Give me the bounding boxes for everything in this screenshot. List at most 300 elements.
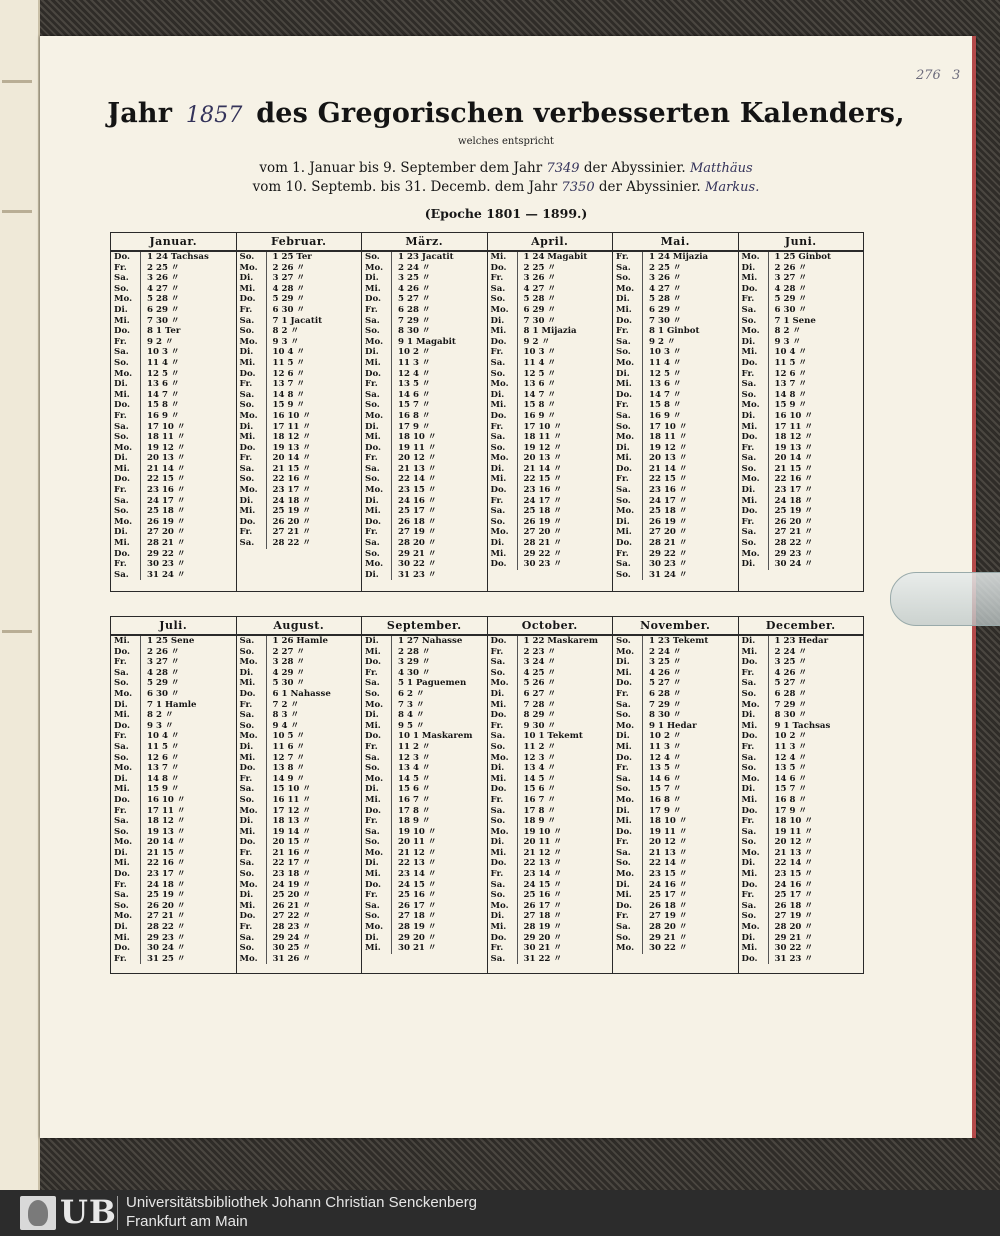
- day-numbers: 10 5 〃: [272, 731, 306, 742]
- month-name: Juli.: [111, 617, 236, 636]
- weekday: So.: [111, 358, 141, 369]
- day-row: [488, 263, 613, 274]
- day-row: [613, 806, 738, 817]
- day-numbers: 15 9 〃: [774, 400, 808, 411]
- day-numbers: 26 19 〃: [523, 516, 562, 527]
- day-row: [739, 358, 864, 369]
- day-numbers: 5 1 Paguemen: [398, 678, 467, 689]
- weekday: Mi.: [488, 326, 518, 337]
- day-numbers: 9 2 〃: [147, 336, 174, 347]
- day-row: [739, 721, 864, 732]
- day-row: [237, 742, 362, 753]
- weekday: Mi.: [488, 400, 518, 411]
- day-numbers: 8 2 〃: [774, 326, 802, 337]
- weekday: Sa.: [613, 700, 643, 711]
- day-row: [613, 700, 738, 711]
- weekday: Do.: [613, 316, 643, 327]
- day-row: [488, 527, 613, 538]
- left-page-fragment: [2, 210, 32, 213]
- day-row: [362, 880, 487, 891]
- day-row: [362, 316, 487, 327]
- day-numbers: 20 12 〃: [398, 453, 437, 464]
- day-numbers: 17 10 〃: [649, 421, 688, 432]
- day-numbers: 4 30 〃: [398, 667, 431, 678]
- day-numbers: 23 14 〃: [398, 869, 437, 880]
- day-numbers: 3 29 〃: [398, 657, 431, 668]
- weekday: So.: [488, 890, 518, 901]
- day-numbers: 11 6 〃: [272, 741, 306, 752]
- month-column: [237, 617, 363, 973]
- day-row: [739, 668, 864, 679]
- day-row: [739, 443, 864, 454]
- weekday: Di.: [237, 273, 267, 284]
- day-numbers: 24 16 〃: [774, 879, 813, 890]
- day-row: [613, 710, 738, 721]
- day-numbers: 2 26 〃: [272, 262, 306, 273]
- day-numbers: 3 27 〃: [774, 273, 808, 284]
- weekday: Fr.: [362, 527, 392, 538]
- month-column: [237, 233, 363, 591]
- day-row: [739, 816, 864, 827]
- weekday: Mo.: [111, 763, 141, 774]
- weekday: Sa.: [111, 347, 141, 358]
- day-row: [613, 294, 738, 305]
- day-numbers: 14 5 〃: [398, 773, 431, 784]
- day-numbers: 16 10 〃: [774, 410, 813, 421]
- weekday: Mo.: [362, 700, 392, 711]
- day-numbers: 11 5 〃: [147, 741, 180, 752]
- day-numbers: 5 27 〃: [774, 678, 808, 689]
- day-row: [111, 400, 236, 411]
- day-numbers: 18 11 〃: [649, 432, 688, 443]
- day-numbers: 14 8 〃: [272, 389, 306, 400]
- day-numbers: 11 4 〃: [523, 357, 557, 368]
- weekday: Mi.: [362, 721, 392, 732]
- weekday: Di.: [111, 305, 141, 316]
- weekday: Mo.: [739, 549, 769, 560]
- weekday: Fr.: [111, 806, 141, 817]
- weekday: Do.: [488, 858, 518, 869]
- day-row: [488, 464, 613, 475]
- day-row: [739, 369, 864, 380]
- day-row: [613, 763, 738, 774]
- weekday: Fr.: [613, 763, 643, 774]
- day-row: [362, 432, 487, 443]
- weekday: Mo.: [739, 848, 769, 859]
- day-row: [111, 549, 236, 560]
- day-row: [488, 742, 613, 753]
- weekday: Fr.: [362, 742, 392, 753]
- weekday: Fr.: [488, 943, 518, 954]
- day-numbers: 25 16 〃: [398, 890, 437, 901]
- day-numbers: 10 2 〃: [774, 731, 808, 742]
- weekday: So.: [739, 911, 769, 922]
- day-numbers: 16 7 〃: [523, 794, 557, 805]
- weekday: Di.: [739, 858, 769, 869]
- day-numbers: 1 25 Ginbot: [774, 252, 831, 262]
- day-row: [488, 922, 613, 933]
- day-numbers: 8 1 Mijazia: [523, 326, 577, 337]
- weekday: Do.: [488, 559, 518, 570]
- day-row: [488, 827, 613, 838]
- weekday: Di.: [362, 496, 392, 507]
- weekday: Mo.: [488, 305, 518, 316]
- weekday: So.: [111, 901, 141, 912]
- weekday: Mo.: [237, 411, 267, 422]
- weekday: Fr.: [111, 954, 141, 965]
- day-row: [613, 316, 738, 327]
- day-numbers: 23 16 〃: [147, 485, 186, 496]
- weekday: Do.: [111, 647, 141, 658]
- calendar-page: [40, 36, 976, 1138]
- line1-handwritten-name: Matthäus: [689, 161, 753, 176]
- weekday: Sa.: [111, 496, 141, 507]
- day-numbers: 29 22 〃: [147, 548, 186, 559]
- weekday: Fr.: [237, 848, 267, 859]
- day-row: [488, 411, 613, 422]
- day-row: [237, 273, 362, 284]
- day-row: [739, 337, 864, 348]
- day-numbers: 1 25 Ter: [272, 252, 312, 262]
- weekday: Di.: [739, 933, 769, 944]
- day-row: [111, 943, 236, 954]
- weekday: So.: [739, 763, 769, 774]
- day-row: [111, 432, 236, 443]
- day-numbers: 28 22 〃: [147, 922, 186, 933]
- weekday: Fr.: [613, 400, 643, 411]
- day-row: [237, 954, 362, 965]
- weekday: Di.: [237, 347, 267, 358]
- day-row: [111, 326, 236, 337]
- day-numbers: 13 5 〃: [649, 763, 682, 774]
- weekday: Sa.: [613, 337, 643, 348]
- day-row: [362, 294, 487, 305]
- day-numbers: 24 17 〃: [649, 495, 688, 506]
- day-numbers: 30 23 〃: [147, 559, 186, 570]
- day-row: [111, 263, 236, 274]
- day-row: [362, 400, 487, 411]
- weekday: Di.: [362, 273, 392, 284]
- day-numbers: 17 11 〃: [147, 805, 186, 816]
- day-row: [739, 700, 864, 711]
- day-numbers: 4 26 〃: [774, 667, 808, 678]
- day-numbers: 30 22 〃: [774, 943, 813, 954]
- weekday: So.: [488, 369, 518, 380]
- day-row: [362, 326, 487, 337]
- weekday: Sa.: [739, 305, 769, 316]
- day-numbers: 18 10 〃: [774, 816, 813, 827]
- day-numbers: 21 15 〃: [774, 463, 813, 474]
- weekday: Mo.: [613, 284, 643, 295]
- weekday: Di.: [613, 443, 643, 454]
- weekday: Do.: [488, 710, 518, 721]
- day-numbers: 11 5 〃: [774, 357, 808, 368]
- day-numbers: 6 1 Nahasse: [272, 688, 331, 699]
- weekday: Do.: [362, 806, 392, 817]
- day-numbers: 12 6 〃: [774, 368, 808, 379]
- day-row: [362, 411, 487, 422]
- day-row: [362, 273, 487, 284]
- day-row: [237, 657, 362, 668]
- day-row: [362, 284, 487, 295]
- weekday: Sa.: [237, 464, 267, 475]
- weekday: So.: [237, 252, 267, 263]
- day-numbers: 2 24 〃: [398, 262, 431, 273]
- day-numbers: 3 26 〃: [147, 273, 180, 284]
- day-row: [362, 827, 487, 838]
- weekday: Di.: [111, 774, 141, 785]
- day-row: [362, 816, 487, 827]
- day-numbers: 13 7 〃: [147, 763, 180, 774]
- day-row: [237, 347, 362, 358]
- day-numbers: 30 23 〃: [523, 559, 562, 570]
- weekday: So.: [237, 943, 267, 954]
- weekday: Sa.: [488, 657, 518, 668]
- weekday: Di.: [488, 538, 518, 549]
- day-row: [237, 538, 362, 549]
- day-numbers: 6 2 〃: [398, 688, 425, 699]
- day-numbers: 9 4 〃: [272, 720, 300, 731]
- day-row: [237, 337, 362, 348]
- day-numbers: 16 10 〃: [147, 794, 186, 805]
- weekday: Mi.: [111, 390, 141, 401]
- day-numbers: 5 29 〃: [774, 294, 808, 305]
- day-numbers: 16 8 〃: [398, 410, 431, 421]
- day-row: [237, 369, 362, 380]
- day-row: [362, 837, 487, 848]
- day-numbers: 30 21 〃: [398, 943, 437, 954]
- weekday: So.: [111, 753, 141, 764]
- line2-handwritten-name: Markus.: [705, 180, 760, 195]
- day-row: [237, 400, 362, 411]
- weekday: Di.: [488, 316, 518, 327]
- day-numbers: 11 4 〃: [147, 357, 180, 368]
- day-numbers: 30 25 〃: [272, 943, 311, 954]
- weekday: Sa.: [237, 933, 267, 944]
- day-row: [237, 517, 362, 528]
- weekday: Fr.: [111, 657, 141, 668]
- weekday: Do.: [237, 369, 267, 380]
- weekday: Do.: [613, 678, 643, 689]
- day-numbers: 27 22 〃: [272, 911, 311, 922]
- weekday: Do.: [362, 294, 392, 305]
- day-row: [111, 496, 236, 507]
- weekday: So.: [237, 400, 267, 411]
- day-numbers: 14 7 〃: [649, 389, 682, 400]
- weekday: Di.: [613, 657, 643, 668]
- day-numbers: 2 25 〃: [649, 262, 682, 273]
- weekday: Mo.: [362, 922, 392, 933]
- weekday: Mo.: [237, 657, 267, 668]
- day-row: [362, 422, 487, 433]
- weekday: Do.: [739, 284, 769, 295]
- day-numbers: 13 5 〃: [774, 763, 808, 774]
- weekday: Do.: [237, 689, 267, 700]
- day-numbers: 12 7 〃: [272, 752, 306, 763]
- weekday: So.: [488, 443, 518, 454]
- day-numbers: 15 7 〃: [649, 784, 682, 795]
- day-numbers: 21 15 〃: [272, 463, 311, 474]
- day-numbers: 25 17 〃: [398, 506, 437, 517]
- weekday: Do.: [237, 837, 267, 848]
- day-row: [739, 294, 864, 305]
- day-row: [613, 337, 738, 348]
- day-numbers: 20 12 〃: [774, 837, 813, 848]
- weekday: Mi.: [237, 358, 267, 369]
- day-row: [613, 731, 738, 742]
- day-row: [488, 422, 613, 433]
- weekday: Mi.: [613, 742, 643, 753]
- day-numbers: 21 16 〃: [272, 847, 311, 858]
- month-name: April.: [488, 233, 613, 252]
- weekday: Mi.: [739, 721, 769, 732]
- weekday: So.: [613, 710, 643, 721]
- day-numbers: 25 17 〃: [774, 890, 813, 901]
- weekday: Sa.: [362, 538, 392, 549]
- day-row: [362, 657, 487, 668]
- day-numbers: 22 13 〃: [398, 858, 437, 869]
- weekday: Di.: [237, 890, 267, 901]
- day-row: [488, 901, 613, 912]
- weekday: Do.: [613, 390, 643, 401]
- weekday: Do.: [111, 549, 141, 560]
- day-row: [739, 890, 864, 901]
- weekday: Mi.: [613, 668, 643, 679]
- day-row: [237, 880, 362, 891]
- day-row: [237, 453, 362, 464]
- day-row: [739, 647, 864, 658]
- weekday: Sa.: [739, 527, 769, 538]
- day-row: [739, 858, 864, 869]
- day-numbers: 8 2 〃: [272, 326, 300, 337]
- weekday: Mi.: [488, 700, 518, 711]
- day-numbers: 17 8 〃: [398, 805, 431, 816]
- weekday: So.: [362, 400, 392, 411]
- weekday: Mo.: [739, 474, 769, 485]
- day-row: [111, 464, 236, 475]
- day-numbers: 8 2 〃: [147, 710, 174, 721]
- day-numbers: 24 16 〃: [649, 879, 688, 890]
- weekday: Fr.: [237, 305, 267, 316]
- day-numbers: 4 28 〃: [272, 283, 306, 294]
- day-row: [111, 880, 236, 891]
- day-row: [488, 517, 613, 528]
- weekday: Sa.: [488, 506, 518, 517]
- day-row: [613, 922, 738, 933]
- weekday: Di.: [111, 848, 141, 859]
- day-row: [488, 710, 613, 721]
- day-row: [237, 485, 362, 496]
- day-row: [613, 933, 738, 944]
- day-numbers: 18 12 〃: [147, 816, 186, 827]
- day-row: [362, 549, 487, 560]
- day-row: [237, 326, 362, 337]
- day-row: [739, 252, 864, 263]
- day-row: [362, 337, 487, 348]
- day-numbers: 28 23 〃: [272, 922, 311, 933]
- day-row: [613, 869, 738, 880]
- line1-text-a: vom 1. Januar bis 9. September dem Jahr: [259, 160, 543, 176]
- day-numbers: 6 30 〃: [147, 688, 180, 699]
- weekday: Do.: [111, 869, 141, 880]
- day-numbers: 28 21 〃: [523, 538, 562, 549]
- day-numbers: 25 18 〃: [523, 506, 562, 517]
- day-row: [488, 943, 613, 954]
- weekday: Mi.: [739, 273, 769, 284]
- day-row: [237, 636, 362, 647]
- day-numbers: 22 17 〃: [272, 858, 311, 869]
- day-row: [488, 252, 613, 263]
- day-numbers: 18 12 〃: [774, 432, 813, 443]
- day-numbers: 7 1 Jacatit: [272, 315, 323, 326]
- day-row: [111, 954, 236, 965]
- day-numbers: 24 18 〃: [774, 495, 813, 506]
- weekday: Sa.: [111, 890, 141, 901]
- day-numbers: 14 6 〃: [774, 773, 808, 784]
- weekday: Fr.: [739, 443, 769, 454]
- weekday: Fr.: [237, 379, 267, 390]
- weekday: Do.: [362, 657, 392, 668]
- day-row: [362, 527, 487, 538]
- day-numbers: 15 8 〃: [523, 400, 557, 411]
- day-row: [613, 443, 738, 454]
- day-numbers: 18 9 〃: [398, 816, 431, 827]
- day-numbers: 28 20 〃: [649, 922, 688, 933]
- day-row: [613, 784, 738, 795]
- day-row: [362, 858, 487, 869]
- day-row: [739, 422, 864, 433]
- day-row: [488, 647, 613, 658]
- weekday: Fr.: [111, 263, 141, 274]
- day-numbers: 7 1 Hamle: [147, 699, 197, 710]
- day-numbers: 23 17 〃: [272, 485, 311, 496]
- weekday: Sa.: [111, 816, 141, 827]
- day-row: [613, 263, 738, 274]
- weekday: Di.: [362, 347, 392, 358]
- day-numbers: 25 20 〃: [272, 890, 311, 901]
- day-numbers: 4 28 〃: [774, 283, 808, 294]
- day-numbers: 2 26 〃: [147, 646, 180, 657]
- day-numbers: 24 15 〃: [398, 879, 437, 890]
- day-numbers: 6 29 〃: [147, 304, 180, 315]
- day-row: [488, 559, 613, 570]
- weekday: Fr.: [613, 252, 643, 263]
- day-numbers: 27 21 〃: [147, 911, 186, 922]
- day-numbers: 8 30 〃: [774, 710, 808, 721]
- weekday: So.: [613, 933, 643, 944]
- day-numbers: 13 6 〃: [649, 379, 682, 390]
- day-numbers: 12 6 〃: [272, 368, 306, 379]
- weekday: Do.: [488, 636, 518, 647]
- day-row: [111, 485, 236, 496]
- day-numbers: 7 2 〃: [272, 699, 300, 710]
- footer-bar: [0, 1190, 1000, 1236]
- weekday: So.: [362, 837, 392, 848]
- weekday: Mo.: [111, 443, 141, 454]
- day-row: [488, 753, 613, 764]
- day-numbers: 1 23 Hedar: [774, 636, 829, 646]
- day-numbers: 22 13 〃: [523, 858, 562, 869]
- day-row: [237, 933, 362, 944]
- day-row: [739, 880, 864, 891]
- day-numbers: 25 17 〃: [649, 890, 688, 901]
- left-page-fragment: [2, 630, 32, 633]
- day-row: [237, 943, 362, 954]
- page-number-extra: 3: [952, 68, 961, 83]
- weekday: Mi.: [237, 506, 267, 517]
- day-numbers: 8 1 Ginbot: [649, 326, 700, 337]
- weekday: Sa.: [362, 316, 392, 327]
